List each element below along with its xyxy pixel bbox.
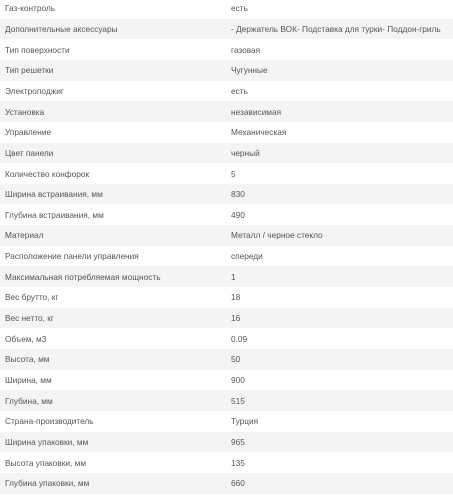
spec-row <box>0 163 453 184</box>
spec-name: Ширина упаковки, мм <box>5 436 89 447</box>
spec-name: Максимальная потребляемая мощность <box>5 271 161 282</box>
spec-name: Материал <box>5 230 44 241</box>
spec-name: Высота упаковки, мм <box>5 457 87 468</box>
spec-row <box>0 184 453 205</box>
spec-row <box>0 60 453 81</box>
spec-value: Турция <box>231 416 259 427</box>
spec-value: есть <box>231 85 248 96</box>
spec-value: 16 <box>231 313 241 324</box>
spec-value: - Держатель ВОК- Подставка для турки- Поддон-гриль <box>231 23 441 34</box>
spec-value: Чугунные <box>231 65 268 76</box>
spec-value: Металл / черное стекло <box>231 230 323 241</box>
spec-name: Ширина, мм <box>5 375 52 385</box>
spec-value: есть <box>231 3 248 14</box>
spec-row <box>0 370 453 391</box>
spec-name: Дополнительные аксессуары <box>5 23 118 34</box>
spec-row <box>0 0 453 19</box>
spec-row <box>0 122 453 143</box>
spec-row <box>0 143 453 164</box>
spec-row <box>0 328 453 349</box>
spec-row <box>0 19 453 40</box>
spec-name: Глубина, мм <box>5 395 53 406</box>
spec-value: газовая <box>231 44 261 55</box>
spec-value: 0.09 <box>231 333 248 344</box>
spec-row <box>0 349 453 370</box>
spec-value: 50 <box>231 354 241 365</box>
spec-value: 18 <box>231 292 241 303</box>
spec-name: Расположение панели управления <box>5 251 139 262</box>
spec-name: Тип решетки <box>5 65 54 76</box>
spec-row <box>0 452 453 473</box>
spec-value: независимая <box>231 106 282 117</box>
spec-value: 965 <box>231 436 245 447</box>
spec-row <box>0 246 453 267</box>
spec-value: 135 <box>231 457 245 468</box>
spec-row <box>0 39 453 60</box>
spec-value: спереди <box>231 251 263 262</box>
spec-name: Высота, мм <box>5 354 50 365</box>
spec-row <box>0 266 453 287</box>
spec-row <box>0 205 453 226</box>
spec-row <box>0 81 453 102</box>
spec-name: Вес брутто, кг <box>5 292 59 303</box>
spec-name: Глубина встраивания, мм <box>5 209 104 220</box>
spec-value: 660 <box>231 478 245 489</box>
spec-row <box>0 308 453 329</box>
spec-value: 830 <box>231 189 245 200</box>
spec-value: 490 <box>231 209 245 220</box>
spec-row <box>0 432 453 453</box>
spec-name: Страна-производитель <box>5 416 94 427</box>
spec-name: Ширина встраивания, мм <box>5 189 103 200</box>
spec-value: 1 <box>231 271 236 282</box>
spec-value: 900 <box>231 375 245 385</box>
spec-value: черный <box>231 147 260 158</box>
spec-value: 515 <box>231 395 245 406</box>
spec-value: 5 <box>231 168 236 179</box>
spec-row <box>0 390 453 411</box>
spec-name: Цвет панели <box>5 147 54 158</box>
spec-name: Количество конфорок <box>5 168 90 179</box>
spec-row <box>0 411 453 432</box>
spec-value: Механическая <box>231 127 287 138</box>
spec-name: Установка <box>5 106 45 117</box>
spec-name: Объем, м3 <box>5 333 47 344</box>
spec-row <box>0 101 453 122</box>
spec-name: Тип поверхности <box>5 44 70 55</box>
spec-row <box>0 225 453 246</box>
spec-row <box>0 473 453 494</box>
spec-name: Глубина упаковки, мм <box>5 478 90 489</box>
spec-name: Вес нетто, кг <box>5 313 54 324</box>
spec-row <box>0 287 453 308</box>
spec-name: Газ-контроль <box>5 3 56 14</box>
spec-name: Управление <box>5 127 52 138</box>
spec-name: Электроподжиг <box>5 85 64 96</box>
